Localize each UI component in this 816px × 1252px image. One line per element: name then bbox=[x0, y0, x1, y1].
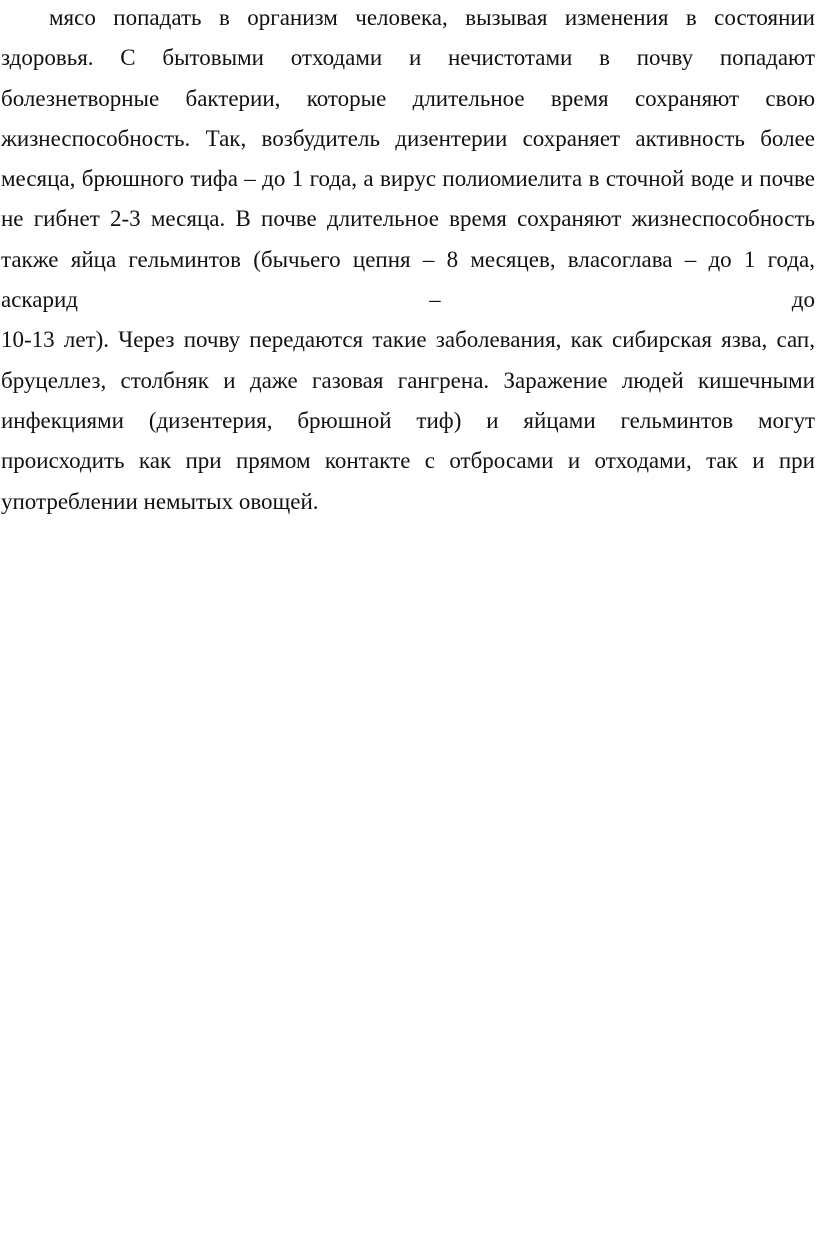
text-line: здоровья. С бытовыми отходами и нечистотами в почву попадают bbox=[1, 45, 815, 71]
text-line: инфекциями (дизентерия, брюшной тиф) и яйцами гельминтов могут bbox=[1, 407, 815, 433]
text-line: мясо попадать в организм человека, вызывая изменения в состоянии bbox=[49, 5, 815, 30]
text-line: употреблении немытых овощей. bbox=[1, 488, 319, 514]
text-line: болезнетворные бактерии, которые длительное время сохраняют свою bbox=[1, 85, 815, 111]
text-line: не гибнет 2-3 месяца. В почве длительное время сохраняют жизнеспособность bbox=[1, 206, 815, 232]
text-line: месяца, брюшного тифа – до 1 года, а вирус полиомиелита в сточной воде и почве bbox=[1, 166, 815, 192]
text-line: аскарид – до bbox=[1, 287, 815, 313]
text-line: бруцеллез, столбняк и даже газовая гангрена. Заражение людей кишечными bbox=[1, 367, 815, 393]
body-paragraph bbox=[1, 0, 815, 522]
text-line: также яйца гельминтов (бычьего цепня – 8 месяцев, власоглава – до 1 года, bbox=[1, 246, 815, 272]
text-line: 10-13 лет). Через почву передаются такие заболевания, как сибирская язва, сап, bbox=[1, 327, 815, 353]
text-line: происходить как при прямом контакте с отбросами и отходами, так и при bbox=[1, 448, 815, 474]
text-line: жизнеспособность. Так, возбудитель дизентерии сохраняет активность более bbox=[1, 125, 815, 151]
